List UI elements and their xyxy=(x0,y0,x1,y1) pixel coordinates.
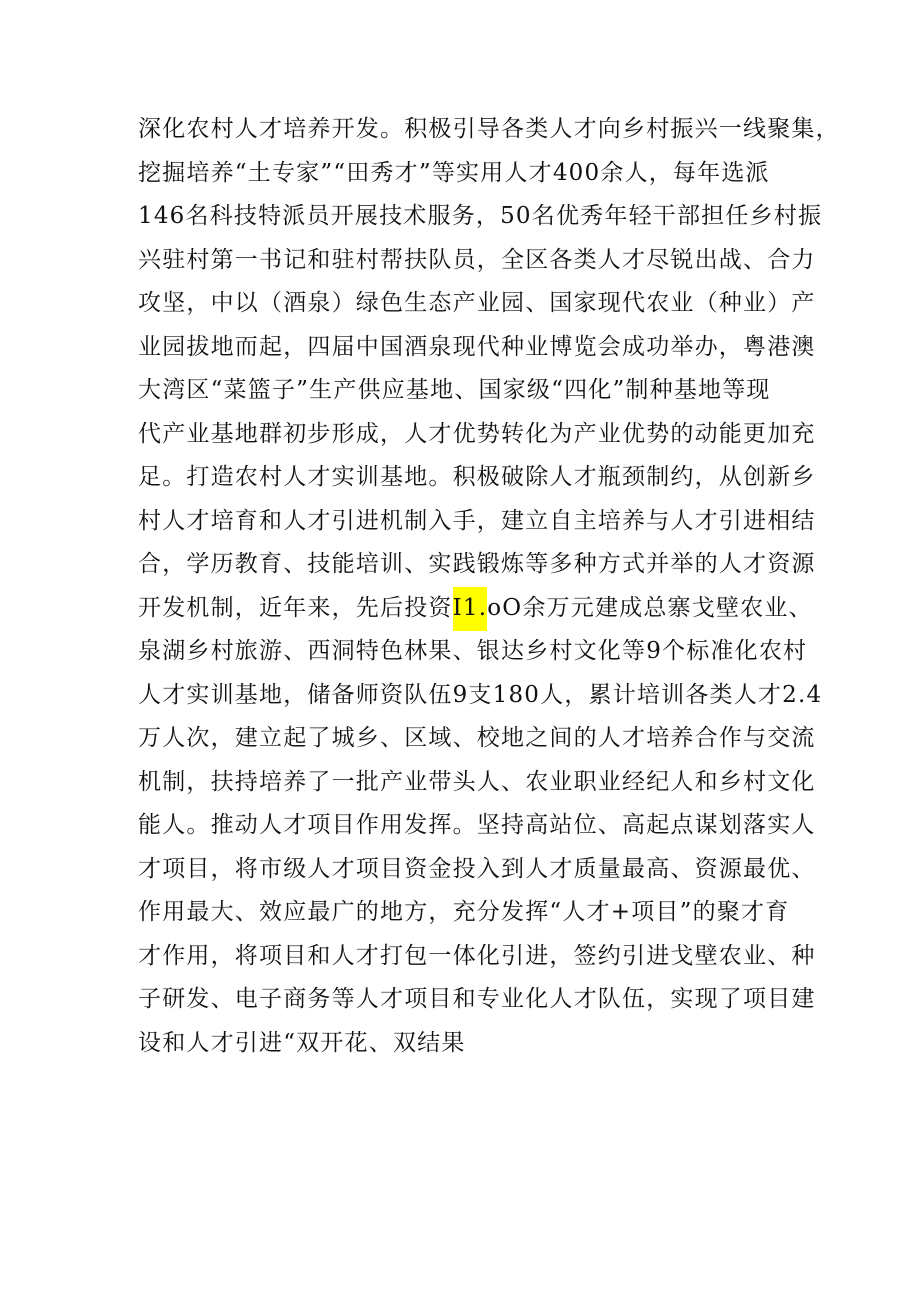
text-line-3: 146名科技特派员开展技术服务，50名优秀年轻干部担任乡村振 xyxy=(138,203,823,229)
text-line-10: 村人才培育和人才引进机制入手，建立自主培养与人才引进相结 xyxy=(138,507,816,534)
text-line-20: 才作用，将项目和人才打包一体化引进，签约引进戈壁农业、种 xyxy=(138,942,816,969)
highlight-line-after: oO余万元建成总寨戈壁农业、 xyxy=(487,594,813,621)
text-line-22: 设和人才引进“双开花、双结果 xyxy=(138,1029,466,1056)
body-paragraph xyxy=(138,108,840,1065)
text-line-15: 万人次，建立起了城乡、区域、校地之间的人才培养合作与交流 xyxy=(138,725,816,751)
text-line-6: 业园拔地而起，四届中国酒泉现代种业博览会成功举办，粤港澳 xyxy=(138,333,816,360)
text-line-17: 能人。推动人才项目作用发挥。坚持高站位、高起点谋划落实人 xyxy=(138,812,816,838)
text-line-4: 兴驻村第一书记和驻村帮扶队员，全区各类人才尽锐出战、合力 xyxy=(138,246,816,273)
text-line-1: 深化农村人才培养开发。积极引导各类人才向乡村振兴一线聚集， xyxy=(138,116,840,142)
text-line-12 xyxy=(138,587,813,631)
text-line-18: 才项目，将市级人才项目资金投入到人才质量最高、资源最优、 xyxy=(138,855,816,882)
text-line-19: 作用最大、效应最广的地方，充分发挥“人才+项目”的聚才育 xyxy=(138,899,790,925)
text-line-2: 挖掘培养“土专家”“田秀才”等实用人才400余人，每年选派 xyxy=(138,159,770,186)
text-line-7: 大湾区“菜篮子”生产供应基地、国家级“四化”制种基地等现 xyxy=(138,377,771,403)
text-line-9: 足。打造农村人才实训基地。积极破除人才瓶颈制约，从创新乡 xyxy=(138,464,816,490)
text-line-16: 机制，扶持培养了一批产业带头人、农业职业经纪人和乡村文化 xyxy=(138,768,816,795)
highlight-line-before: 开发机制，近年来，先后投资 xyxy=(138,594,453,621)
text-line-14: 人才实训基地，储备师资队伍9支180人，累计培训各类人才2.4 xyxy=(138,681,823,708)
text-line-21: 子研发、电子商务等人才项目和专业化人才队伍，实现了项目建 xyxy=(138,986,816,1012)
text-line-11: 合，学历教育、技能培训、实践锻炼等多种方式并举的人才资源 xyxy=(138,551,816,577)
text-line-8: 代产业基地群初步形成，人才优势转化为产业优势的动能更加充 xyxy=(138,420,816,447)
text-line-5: 攻坚，中以（酒泉）绿色生态产业园、国家现代农业（种业）产 xyxy=(138,290,816,316)
text-line-13: 泉湖乡村旅游、西洞特色林果、银达乡村文化等9个标准化农村 xyxy=(138,638,808,664)
highlighted-text: I1. xyxy=(453,587,488,631)
